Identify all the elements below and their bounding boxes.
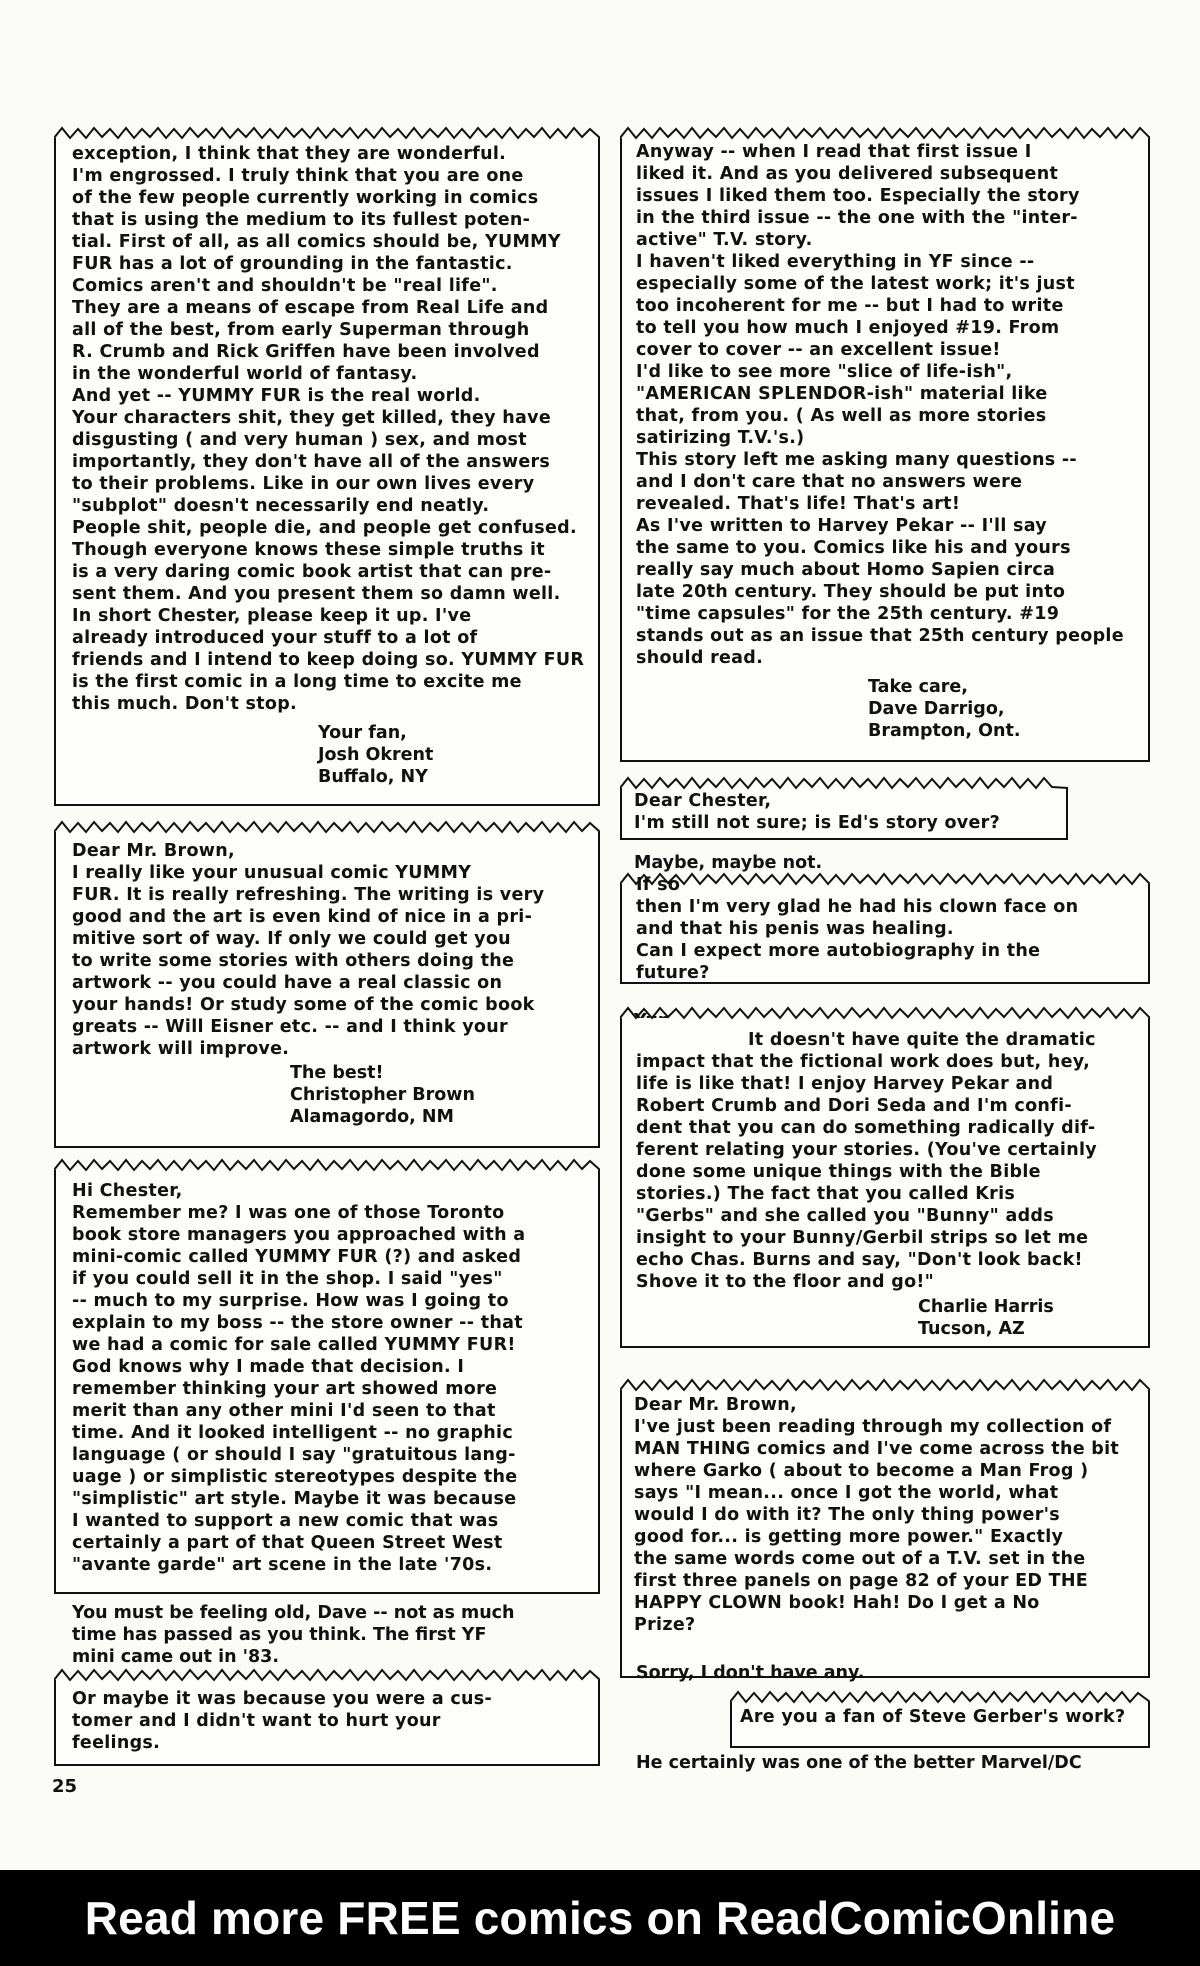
reply-toronto: You must be feeling old, Dave -- not as much time has passed as you think. The first YF mini came out in '83.: [72, 1603, 515, 1667]
letter-harris-body: It doesn't have quite the dramatic impact that the fictional work does but, hey, life is like that! I enjoy Harvey Pekar and Robert Crumb and Dori Seda and I'm confi- dent that you can do something radically dif- ferent relating your stories. (You've certainly done some unique things with the Bible stories.) The fact that you called Kris "Gerbs" and she called you "Bunny" adds insight to your Bunny/Gerbil strips so let me echo Chas. Burns and say, "Don't look back! Shove it to the floor and go!": [636, 1030, 1097, 1292]
letter-harris-signature: Charlie Harris Tucson, AZ: [918, 1297, 1054, 1339]
letter-toronto-body: Hi Chester, Remember me? I was one of those Toronto book store managers you approached with a mini-comic called YUMMY FUR (?) and asked if you could sell it in the shop. I said "yes" -- much to my surprise. How was I going to explain to my boss -- the store owner -- that we had a comic for sale called YUMMY FUR! God knows why I made that decision. I remember thinking your art showed more merit than any other mini I'd seen to that time. And it looked intelligent -- no graphic language ( or should I say "gratuitous lang- uage ) or simplistic stereotypes despite the "simplistic" art style. Maybe it was because I wanted to support a new comic that was certainly a part of that Queen Street West "avante garde" art scene in the late '70s.: [72, 1181, 526, 1575]
letter-brown-body: Dear Mr. Brown, I really like your unusual comic YUMMY FUR. It is really refreshing. The writing is very good and the art is even kind of nice in a pri- mitive sort of way. If only we could get you to write some stories with others doing the artwork -- you could have a real classic on your hands! Or study some of the comic book greats -- Will Eisner etc. -- and I think your artwork will improve.: [72, 841, 545, 1059]
promo-banner[interactable]: [0, 1870, 1200, 1966]
promo-banner-text[interactable]: Read more FREE comics on ReadComicOnline: [84, 1892, 1116, 1944]
letter-darrigo-signature: Take care, Dave Darrigo, Brampton, Ont.: [868, 677, 1021, 741]
ed-answer-1: Maybe, maybe not.: [634, 853, 823, 873]
letter-brown-signature: The best! Christopher Brown Alamagordo, NM: [290, 1063, 475, 1127]
letter-okrent-signature: Your fan, Josh Okrent Buffalo, NY: [318, 723, 434, 787]
ed-question-1: Dear Chester, I'm still not sure; is Ed's story over?: [634, 791, 1001, 833]
question-gerber: Are you a fan of Steve Gerber's work?: [740, 1707, 1126, 1727]
letter-darrigo-body: Anyway -- when I read that first issue I liked it. And as you delivered subsequent issues I liked them too. Especially the story in the third issue -- the one with the "inter- active" T.V. story. I haven't liked everything in YF since -- especially some of the latest work; it's just too incoherent for me -- but I had to write to tell you how much I enjoyed #19. From cover to cover -- an excellent issue! I'd like to see more "slice of life-ish", "AMERICAN SPLENDOR-ish" material like that, from you. ( As well as more stories satirizing T.V.'s.) This story left me asking many questions -- and I don't care that no answers were revealed. That's life! That's art! As I've written to Harvey Pekar -- I'll say the same to you. Comics like his and yours really say much about Homo Sapien circa late 20th century. They should be put into "time capsules" for the 25th century. #19 stands out as an issue that 25th century people should read.: [636, 142, 1124, 668]
letter-toronto-cont: Or maybe it was because you were a cus- tomer and I didn't want to hurt your feelings.: [72, 1689, 493, 1753]
letter-manthing-body: Dear Mr. Brown, I've just been reading through my collection of MAN THING comics and I've come across the bit where Garko ( about to become a Man Frog ) says "I mean... once I got the world, what would I do with it? The only thing power's good for... is getting more power." Exactly the same words come out of a T.V. set in the first three panels on page 82 of your ED THE HAPPY CLOWN book! Hah! Do I get a No Prize?: [634, 1395, 1120, 1635]
ed-question-2: If so then I'm very glad he had his clown face on and that his penis was healing. Can I expect more autobiography in the future?: [636, 875, 1079, 983]
reply-manthing: Sorry, I don't have any.: [636, 1663, 865, 1683]
page-number: 25: [52, 1776, 78, 1797]
letter-okrent-body: exception, I think that they are wonderful. I'm engrossed. I truly think that you are one of the few people currently working in comics that is using the medium to its fullest poten- tial. First of all, as all comics should be, YUMMY FUR has a lot of grounding in the fantastic. Comics aren't and shouldn't be "real life". They are a means of escape from Real Life and all of the best, from early Superman through R. Crumb and Rick Griffen have been involved in the wonderful world of fantasy. And yet -- YUMMY FUR is the real world. Your characters shit, they get killed, they have disgusting ( and very human ) sex, and most importantly, they don't have all of the answers to their problems. Like in our own lives every "subplot" doesn't necessarily end neatly. People shit, people die, and people get confused. Though everyone knows these simple truths it is a very daring comic book artist that can pre- sent them. And you present them so damn well. In short Chester, please keep it up. I've already introduced your stuff to a lot of friends and I intend to keep doing so. YUMMY FUR is the first comic in a long time to excite me this much. Don't stop.: [72, 144, 585, 714]
answer-gerber: He certainly was one of the better Marvel/DC: [636, 1753, 1082, 1773]
